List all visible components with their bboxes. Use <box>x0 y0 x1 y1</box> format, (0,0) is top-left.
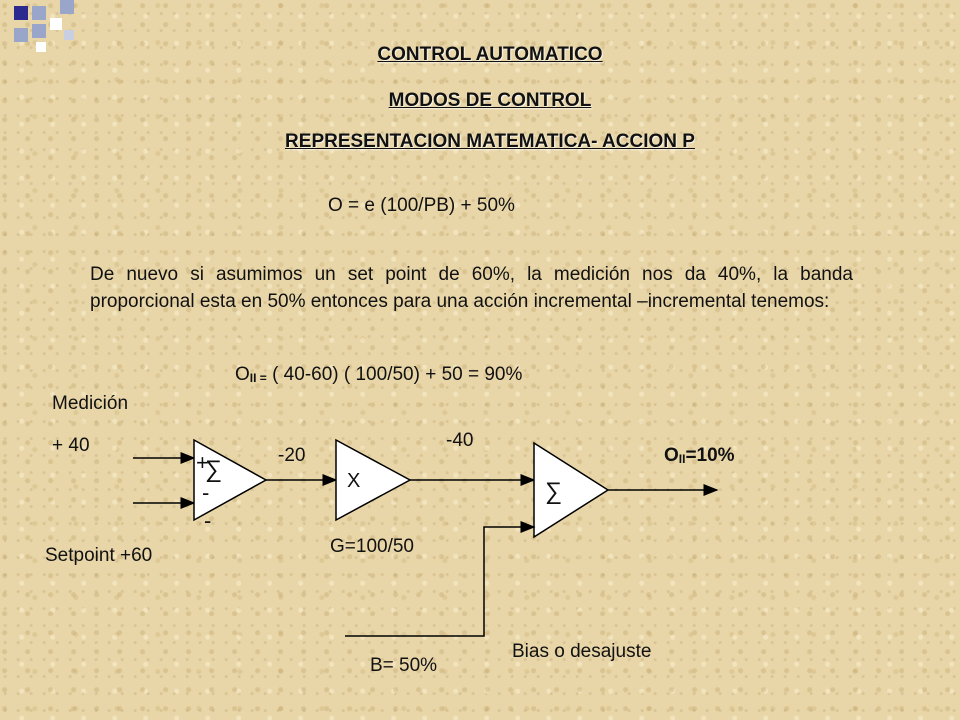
calc-rest: ( 40-60) ( 100/50) + 50 = 90% <box>266 364 523 385</box>
plus-sign: + <box>196 450 209 475</box>
formula: O = e (100/PB) + 50% <box>328 195 515 216</box>
title-modos-de-control: MODOS DE CONTROL <box>388 90 592 111</box>
sum-symbol-2: ∑ <box>545 478 563 505</box>
paragraph: De nuevo si asumimos un set point de 60%, la medición nos da 40%, la banda proporcional esta en 50% entonces para una acción incremental –incremental tenemos: <box>90 264 853 312</box>
minus-sign-2: - <box>204 508 212 533</box>
bias-value: B= 50% <box>370 655 438 676</box>
minus-sign: - <box>202 480 210 505</box>
output-o: O <box>664 445 679 466</box>
gain-label: G=100/50 <box>330 536 414 557</box>
calc-o: O <box>235 364 250 385</box>
output-label <box>664 445 735 467</box>
bias-label: Bias o desajuste <box>512 641 652 662</box>
output-rest: =10% <box>685 445 735 466</box>
title-control-automatico: CONTROL AUTOMATICO <box>377 44 603 65</box>
setpoint-label: Setpoint +60 <box>45 545 153 566</box>
multiply-symbol: X <box>347 470 361 492</box>
product-value: -40 <box>446 430 474 451</box>
calc-subscript: II = <box>249 371 267 385</box>
error-value: -20 <box>278 445 306 466</box>
measurement-label: Medición <box>52 393 129 414</box>
title-representacion-matematica: REPRESENTACION MATEMATICA- ACCION P <box>285 131 695 152</box>
output-subscript: II <box>678 452 686 466</box>
measurement-value: + 40 <box>52 435 90 456</box>
sum-symbol-1: ∑ <box>205 456 223 483</box>
